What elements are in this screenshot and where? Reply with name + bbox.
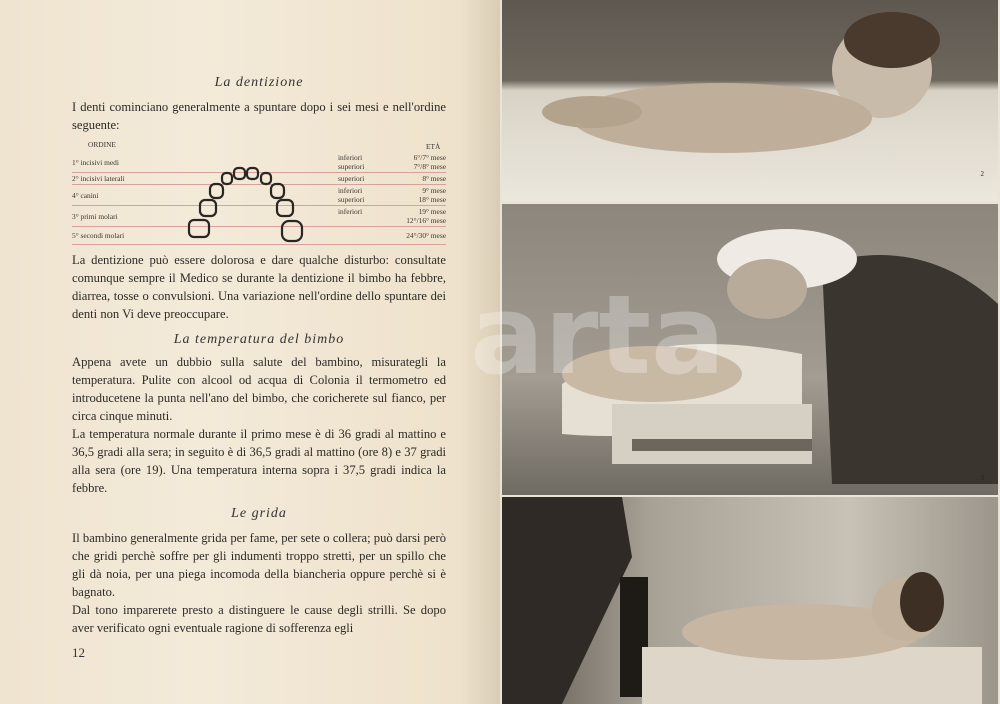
row-age-cell — [394, 207, 446, 225]
photo-number: 3 — [980, 474, 984, 482]
photo-number: 2 — [980, 170, 984, 178]
row-jaw-cell — [338, 186, 394, 204]
baby-supine-figure — [502, 497, 998, 704]
row-age: 24°/30° mese — [406, 231, 446, 240]
row-age: 6°/7° mese — [413, 153, 446, 162]
row-age: 18° mese — [418, 195, 446, 204]
row-jaw-cell — [338, 231, 394, 240]
cries-paragraph-1: Il bambino generalmente grida per fame, per sete o collera; può darsi però che gridi perchè soffre per gli indumenti troppo stretti, per un spillo che gli dà noia, per una piega incomoda della biancheria oppure perchè si è bagnato. — [72, 531, 446, 599]
row-jaw-cell — [338, 207, 394, 225]
page-number: 12 — [72, 645, 85, 660]
row-age-cell — [394, 231, 446, 240]
row-order: 4° canini — [72, 190, 99, 200]
baby-prone-figure — [502, 0, 998, 201]
heading-cries: Le grida — [231, 506, 287, 521]
row-order: 1° incisivi medi — [72, 157, 119, 167]
photo-baby-lying-prone — [502, 0, 998, 201]
row-age: 12°/16° mese — [406, 216, 446, 225]
row-age-cell — [394, 174, 446, 183]
row-age: 7°/8° mese — [413, 162, 446, 171]
row-order: 3° primi molari — [72, 211, 118, 221]
row-order: 2° incisivi laterali — [72, 174, 125, 183]
row-jaw-cell — [338, 153, 394, 171]
right-page — [470, 0, 1000, 704]
text-column — [72, 74, 446, 661]
temperature-paragraph-1: Appena avete un dubbio sulla salute del bambino, misurategli la temperatura. Pulite con alcool od acqua di Colonia il termometro ed introducetene la punta nell'ano del bimbo, che coricherete sul fianco, per circa cinque minuti. — [72, 355, 446, 423]
row-jaw: inferiori — [338, 186, 363, 195]
column-age: ETÀ — [426, 142, 441, 151]
temperature-paragraph-2: La temperatura normale durante il primo mese è di 36 gradi al mattino e 36,5 gradi alla sera; in seguito è di 36,5 gradi al mattino (ore 8) e 37 gradi alla sera (ore 19). Una temperatura interna sopra i 37,5 gradi indica la febbre. — [72, 427, 446, 495]
row-jaw: superiori — [338, 174, 365, 183]
heading-temperature: La temperatura del bimbo — [173, 332, 345, 347]
row-jaw: inferiori — [338, 153, 363, 162]
row-order: 5° secondi molari — [72, 231, 125, 240]
dentition-paragraph: La dentizione può essere dolorosa e dare qualche disturbo: consultate comunque sempre il Medico se durante la dentizione il bimbo ha febbre, diarrea, tosse o convulsioni. Una variazione nell'ordine dello spuntare dei denti non Vi deve preoccupare. — [72, 253, 446, 321]
heading-dentition: La dentizione — [214, 75, 304, 90]
column-order: ORDINE — [88, 140, 116, 149]
row-jaw: superiori — [338, 195, 365, 204]
row-age: 19° mese — [418, 207, 446, 216]
intro-paragraph: I denti cominciano generalmente a spuntare dopo i sei mesi e nell'ordine seguente: — [72, 100, 446, 132]
table-header — [72, 138, 446, 152]
row-age: 9° mese — [422, 186, 446, 195]
row-jaw: superiori — [338, 162, 365, 171]
row-jaw: inferiori — [338, 207, 363, 216]
teeth-arch-illustration — [184, 164, 324, 248]
photo-baby-on-back — [502, 497, 998, 704]
row-age: 8° mese — [422, 174, 446, 183]
dentition-table — [72, 138, 446, 245]
row-age-cell — [394, 153, 446, 171]
row-jaw-cell — [338, 174, 394, 183]
row-age-cell — [394, 186, 446, 204]
watermark: arta — [470, 271, 726, 399]
cries-paragraph-2: Dal tono imparerete presto a distinguere le cause degli strilli. Se dopo aver verificato ogni eventuale ragione di sofferenza egli — [72, 603, 446, 635]
